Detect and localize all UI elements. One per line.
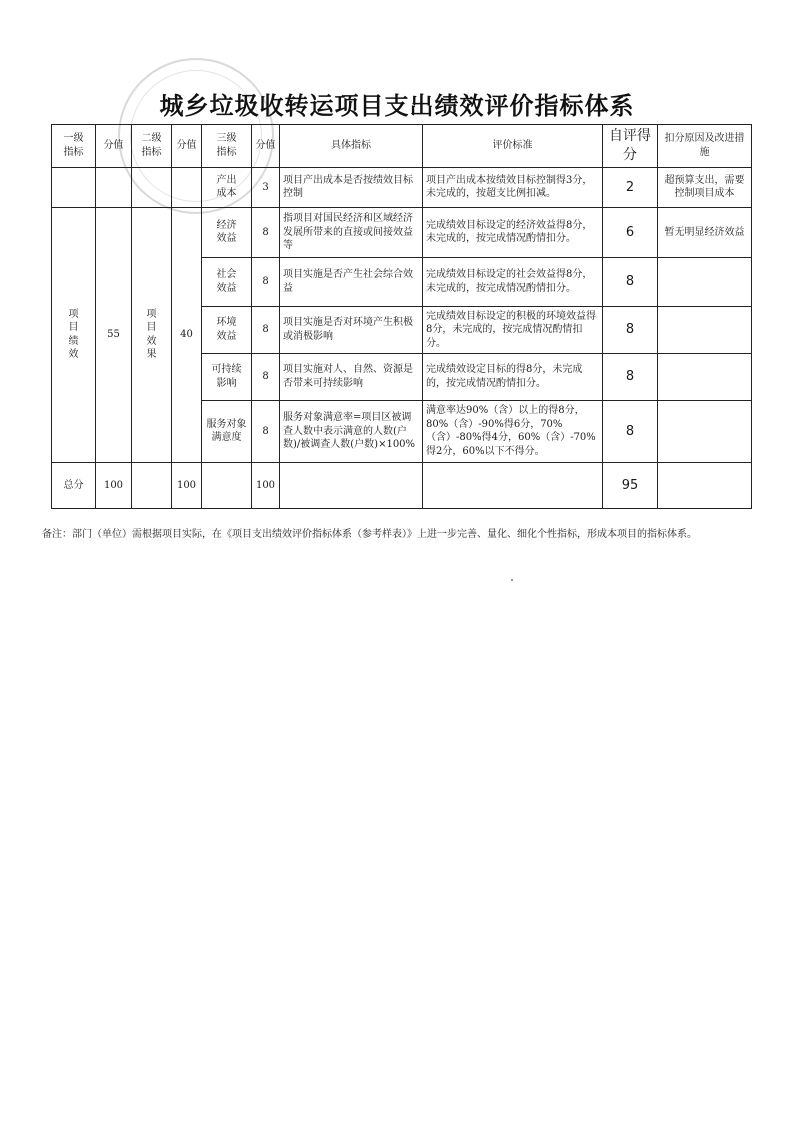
score3-cell: 8 [252,207,280,257]
total-label: 总分 [52,462,96,508]
header-reason: 扣分原因及改进措 施 [658,125,752,168]
total-score1: 100 [96,462,132,508]
reason-cell: 暂无明显经济效益 [658,207,752,257]
empty-cell [132,167,172,207]
score3-cell: 3 [252,167,280,207]
specific-cell: 项目实施对人、自然、资源是否带来可持续影响 [280,353,423,400]
total-self-score: 95 [603,462,658,508]
level3-cell: 可持续 影响 [202,353,252,400]
score3-cell: 8 [252,400,280,462]
criteria-cell: 完成绩效目标设定的积极的环境效益得8分，未完成的，按完成情况酌情扣分。 [423,306,603,353]
table-row [52,207,752,257]
self-score-cell: 8 [603,257,658,306]
empty-cell [280,462,423,508]
empty-cell [658,462,752,508]
header-level3: 三级 指标 [202,125,252,168]
level3-cell: 产出 成本 [202,167,252,207]
reason-cell [658,257,752,306]
level3-cell: 服务对象 满意度 [202,400,252,462]
header-criteria: 评价标准 [423,125,603,168]
score3-cell: 8 [252,306,280,353]
score2-group-cell: 40 [172,207,202,462]
criteria-cell: 项目产出成本按绩效目标控制得3分，未完成的，按超支比例扣减。 [423,167,603,207]
criteria-cell: 完成绩效设定目标的得8分，未完成的，按完成情况酌情扣分。 [423,353,603,400]
specific-cell: 项目实施是否产生社会综合效益 [280,257,423,306]
specific-cell: 项目实施是否对环境产生积极或消极影响 [280,306,423,353]
criteria-cell: 完成绩效目标设定的经济效益得8分，未完成的，按完成情况酌情扣分。 [423,207,603,257]
table-row [52,167,752,207]
level3-cell: 社会 效益 [202,257,252,306]
reason-cell [658,400,752,462]
specific-cell: 服务对象满意率=项目区被调查人数中表示满意的人数(户数)/被调查人数(户数)×100% [280,400,423,462]
self-score-cell: 8 [603,353,658,400]
reason-cell [658,353,752,400]
header-score3: 分值 [252,125,280,168]
score3-cell: 8 [252,353,280,400]
total-row [52,462,752,508]
empty-cell [423,462,603,508]
empty-cell [52,167,96,207]
self-score-cell: 8 [603,400,658,462]
header-score2: 分值 [172,125,202,168]
level3-cell: 经济 效益 [202,207,252,257]
empty-cell [96,167,132,207]
footnote: 备注：部门（单位）需根据项目实际，在《项目支出绩效评价指标体系（参考样表）》上进一步完善、量化、细化个性指标，形成本项目的指标体系。 [42,529,697,540]
reason-cell: 超预算支出，需要控制项目成本 [658,167,752,207]
reason-cell [658,306,752,353]
empty-cell [202,462,252,508]
header-self-score: 自评得 分 [603,125,658,168]
scan-speck [511,579,513,581]
criteria-cell: 完成绩效目标设定的社会效益得8分，未完成的，按完成情况酌情扣分。 [423,257,603,306]
header-specific: 具体指标 [280,125,423,168]
level3-cell: 环境 效益 [202,306,252,353]
specific-cell: 指项目对国民经济和区域经济发展所带来的直接或间接效益等 [280,207,423,257]
self-score-cell: 6 [603,207,658,257]
empty-cell [132,462,172,508]
score3-cell: 8 [252,257,280,306]
header-level2: 二级 指标 [132,125,172,168]
level2-group-cell: 项 目 效 果 [132,207,172,462]
empty-cell [172,167,202,207]
total-score3: 100 [252,462,280,508]
page-title: 城乡垃圾收转运项目支出绩效评价指标体系 [159,92,635,120]
header-level1: 一级 指标 [52,125,96,168]
header-score1: 分值 [96,125,132,168]
self-score-cell: 8 [603,306,658,353]
self-score-cell: 2 [603,167,658,207]
specific-cell: 项目产出成本是否按绩效目标控制 [280,167,423,207]
criteria-cell: 满意率达90%（含）以上的得8分，80%（含）-90%得6分，70%（含）-80%得4分，60%（含）-70%得2分，60%以下不得分。 [423,400,603,462]
indicator-table [51,124,752,509]
score1-group-cell: 55 [96,207,132,462]
level1-group-cell: 项 目 绩 效 [52,207,96,462]
header-row [52,125,752,168]
total-score2: 100 [172,462,202,508]
